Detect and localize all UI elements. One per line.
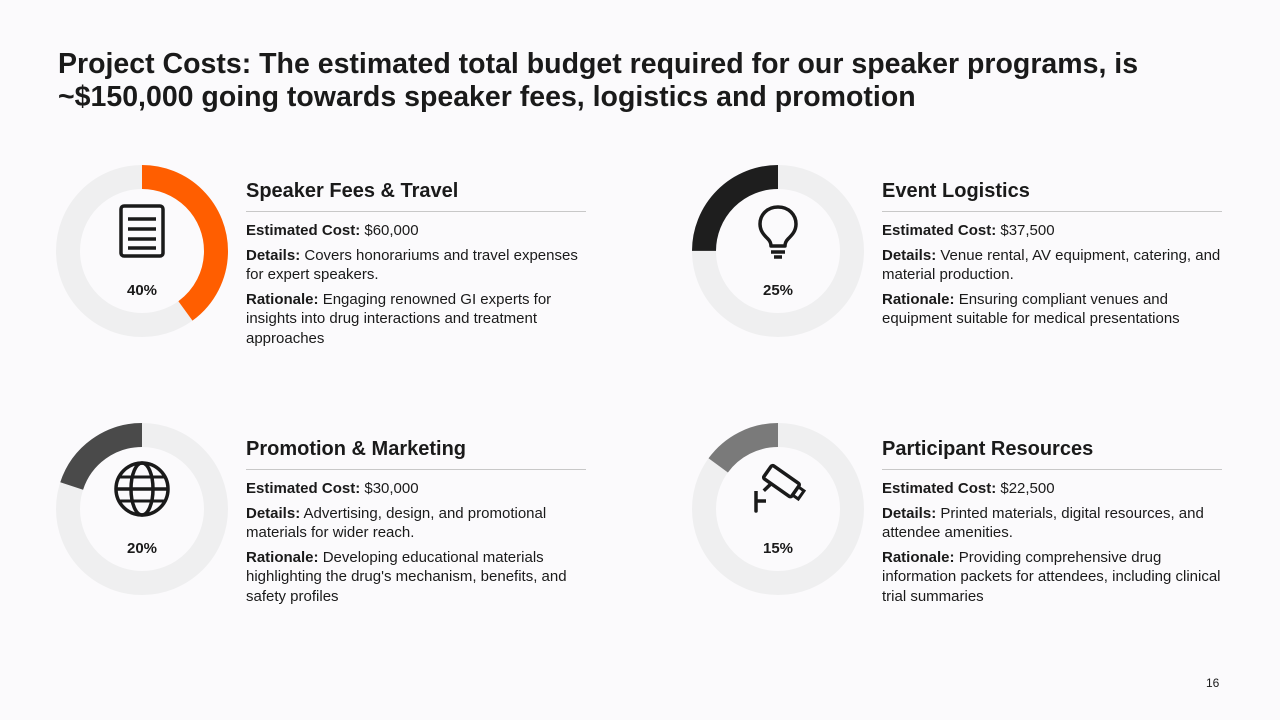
rationale <box>246 548 586 607</box>
details <box>246 246 586 285</box>
rationale <box>246 290 586 349</box>
estimated-cost-value: $60,000 <box>364 222 419 239</box>
rationale-label: Rationale: <box>246 290 319 308</box>
estimated-cost-label: Estimated Cost: <box>246 222 361 239</box>
card-title: Participant Resources <box>882 437 1222 470</box>
document-icon <box>112 201 172 261</box>
estimated-cost-label: Estimated Cost: <box>882 222 997 239</box>
lightbulb-icon <box>748 201 808 261</box>
percent-label: 15% <box>762 540 794 557</box>
rationale-label: Rationale: <box>882 548 955 566</box>
estimated-cost <box>246 479 586 499</box>
rationale-label: Rationale: <box>882 290 955 308</box>
estimated-cost-value: $37,500 <box>1000 222 1055 239</box>
percent-label: 40% <box>126 282 158 299</box>
estimated-cost-label: Estimated Cost: <box>246 480 361 497</box>
percent-label: 25% <box>762 282 794 299</box>
estimated-cost-label: Estimated Cost: <box>882 480 997 497</box>
rationale-text: Providing comprehensive drug information packets for attendees, including clinical trial summaries <box>882 548 1221 605</box>
details-label: Details: <box>882 246 937 264</box>
details <box>882 504 1222 543</box>
cost-card-logistics <box>692 165 1280 365</box>
details-label: Details: <box>246 504 301 522</box>
details-label: Details: <box>882 504 937 522</box>
estimated-cost-value: $22,500 <box>1000 480 1055 497</box>
details-text: Printed materials, digital resources, and attendee amenities. <box>882 504 1204 541</box>
slide-title: Project Costs: The estimated total budget required for our speaker programs, is ~$150,000 going towards speaker fees, logistics and promotion <box>58 48 1139 113</box>
rationale <box>882 290 1222 329</box>
rationale <box>882 548 1222 607</box>
details-text: Covers honorariums and travel expenses for expert speakers. <box>246 246 578 283</box>
estimated-cost-value: $30,000 <box>364 480 419 497</box>
card-title: Speaker Fees & Travel <box>246 179 586 212</box>
estimated-cost <box>882 221 1222 241</box>
rationale-text: Developing educational materials highlighting the drug's mechanism, benefits, and safety profiles <box>246 548 567 605</box>
details <box>882 246 1222 285</box>
estimated-cost <box>246 221 586 241</box>
cost-card-speaker <box>56 165 656 365</box>
donut-chart-participant <box>692 423 864 595</box>
details-text: Advertising, design, and promotional materials for wider reach. <box>246 504 547 541</box>
donut-chart-promotion <box>56 423 228 595</box>
card-title: Promotion & Marketing <box>246 437 586 470</box>
rationale-text: Engaging renowned GI experts for insights into drug interactions and treatment approaches <box>246 290 552 347</box>
rationale-label: Rationale: <box>246 548 319 566</box>
details-text: Venue rental, AV equipment, catering, and material production. <box>882 246 1221 283</box>
globe-icon <box>112 459 172 519</box>
percent-label: 20% <box>126 540 158 557</box>
cost-card-promotion <box>56 423 656 623</box>
rationale-text: Ensuring compliant venues and equipment suitable for medical presentations <box>882 290 1180 327</box>
donut-chart-logistics <box>692 165 864 337</box>
card-title: Event Logistics <box>882 179 1222 212</box>
donut-chart-speaker <box>56 165 228 337</box>
cost-card-participant <box>692 423 1280 623</box>
page-number: 16 <box>1206 676 1220 690</box>
security-camera-icon <box>748 459 808 519</box>
details-label: Details: <box>246 246 301 264</box>
details <box>246 504 586 543</box>
estimated-cost <box>882 479 1222 499</box>
